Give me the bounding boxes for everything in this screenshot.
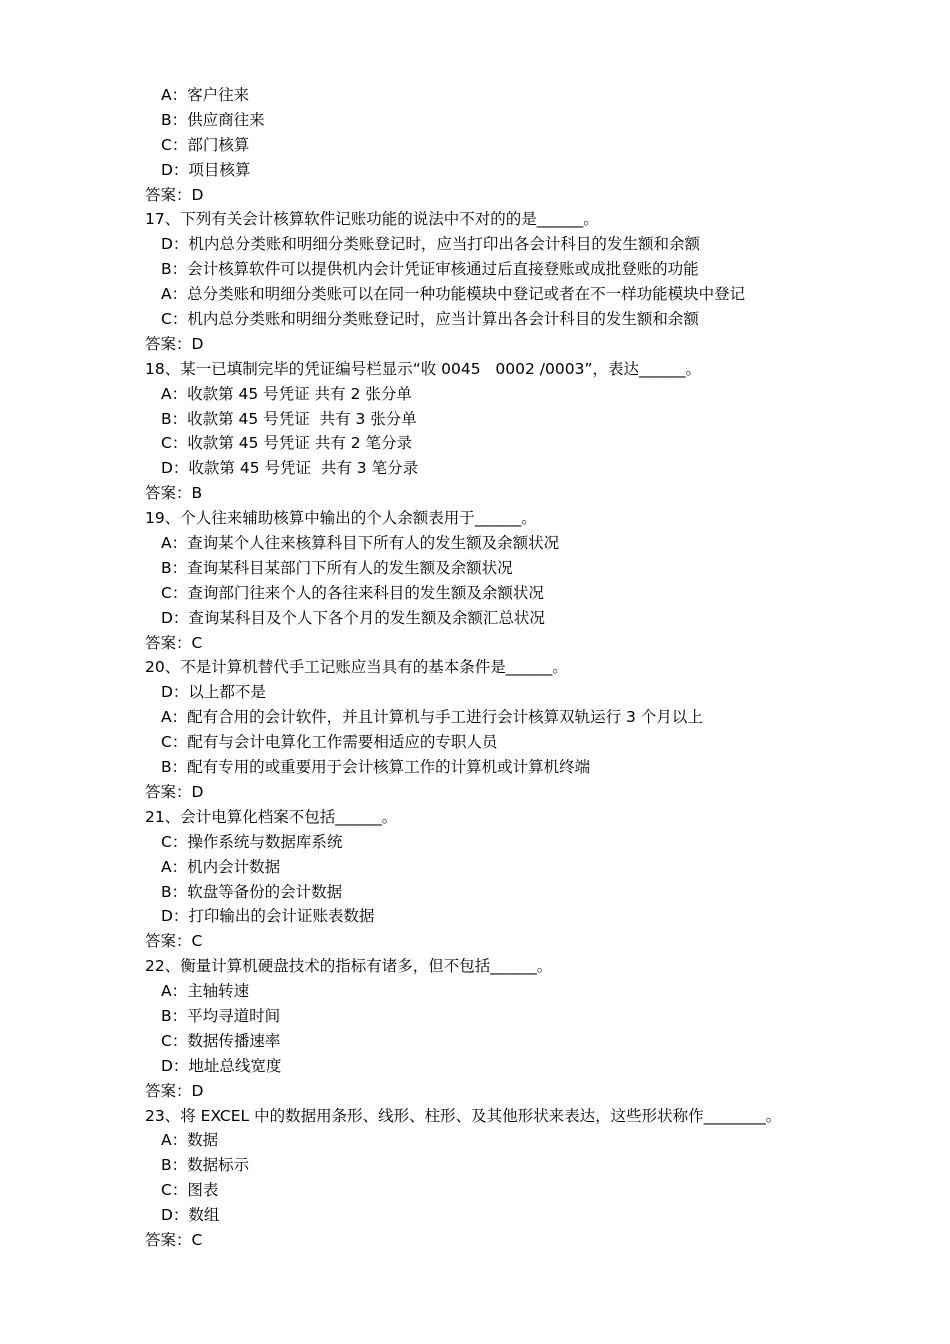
option-line: C：数据传播速率 [161, 1031, 281, 1050]
answer-line: 答案：B [145, 484, 203, 503]
option-line: C：收款第 45 号凭证 共有 2 笔分录 [161, 434, 413, 453]
option-line: D：查询某科目及个人下各个月的发生额及余额汇总状况 [161, 608, 545, 627]
option-line: A：主轴转速 [161, 982, 250, 1001]
option-line: B：会计核算软件可以提供机内会计凭证审核通过后直接登账或成批登账的功能 [161, 260, 699, 279]
option-line: C：配有与会计电算化工作需要相适应的专职人员 [161, 733, 498, 752]
option-line: B：平均寻道时间 [161, 1006, 281, 1025]
option-line: A：机内会计数据 [161, 857, 281, 876]
option-line: A：收款第 45 号凭证 共有 2 张分单 [161, 384, 412, 403]
option-line: D：机内总分类账和明细分类账登记时，应当打印出各会计科目的发生额和余额 [161, 235, 700, 254]
option-line: B：软盘等备份的会计数据 [161, 882, 343, 901]
question-text: 19、个人往来辅助核算中输出的个人余额表用于______。 [145, 509, 537, 528]
option-line: D：以上都不是 [161, 683, 266, 702]
option-line: A：查询某个人往来核算科目下所有人的发生额及余额状况 [161, 534, 560, 553]
option-line: D：收款第 45 号凭证 共有 3 笔分录 [161, 459, 419, 478]
answer-line: 答案：D [145, 185, 204, 204]
question-text: 20、不是计算机替代手工记账应当具有的基本条件是______。 [145, 658, 568, 677]
question-text: 21、会计电算化档案不包括______。 [145, 807, 398, 826]
answer-line: 答案：C [145, 1230, 203, 1249]
option-line: B：数据标示 [161, 1156, 250, 1175]
answer-line: 答案：D [145, 782, 204, 801]
option-line: A：配有合用的会计软件，并且计算机与手工进行会计核算双轨运行 3 个月以上 [161, 708, 703, 727]
option-line: A：总分类账和明细分类账可以在同一种功能模块中登记或者在不一样功能模块中登记 [161, 285, 746, 304]
option-line: B：收款第 45 号凭证 共有 3 张分单 [161, 409, 417, 428]
option-line: B：配有专用的或重要用于会计核算工作的计算机或计算机终端 [161, 758, 591, 777]
option-line: D：地址总线宽度 [161, 1056, 282, 1075]
option-line: C：部门核算 [161, 135, 250, 154]
option-line: D：数组 [161, 1206, 220, 1225]
question-text: 17、下列有关会计核算软件记账功能的说法中不对的的是______。 [145, 210, 599, 229]
answer-line: 答案：C [145, 633, 203, 652]
document-body [0, 83, 950, 1253]
option-line: C：机内总分类账和明细分类账登记时，应当计算出各会计科目的发生额和余额 [161, 310, 699, 329]
answer-line: 答案：D [145, 1081, 204, 1100]
answer-line: 答案：C [145, 932, 203, 951]
question-text: 23、将 EXCEL 中的数据用条形、线形、柱形、及其他形状来表达，这些形状称作________。 [145, 1106, 782, 1125]
answer-line: 答案：D [145, 334, 204, 353]
option-line: D：打印输出的会计证账表数据 [161, 907, 375, 926]
option-line: A：客户往来 [161, 86, 250, 104]
option-line: C：图表 [161, 1181, 219, 1200]
question-text: 18、某一已填制完毕的凭证编号栏显示“收 0045 0002 /0003”，表达______。 [145, 359, 701, 378]
option-line: D：项目核算 [161, 160, 251, 179]
option-line: A：数据 [161, 1131, 219, 1150]
option-line: B：查询某科目某部门下所有人的发生额及余额状况 [161, 558, 513, 577]
option-line: C：查询部门往来个人的各往来科目的发生额及余额状况 [161, 583, 544, 602]
option-line: B：供应商往来 [161, 110, 265, 129]
question-text: 22、衡量计算机硬盘技术的指标有诸多，但不包括______。 [145, 957, 553, 976]
option-line: C：操作系统与数据库系统 [161, 832, 343, 851]
